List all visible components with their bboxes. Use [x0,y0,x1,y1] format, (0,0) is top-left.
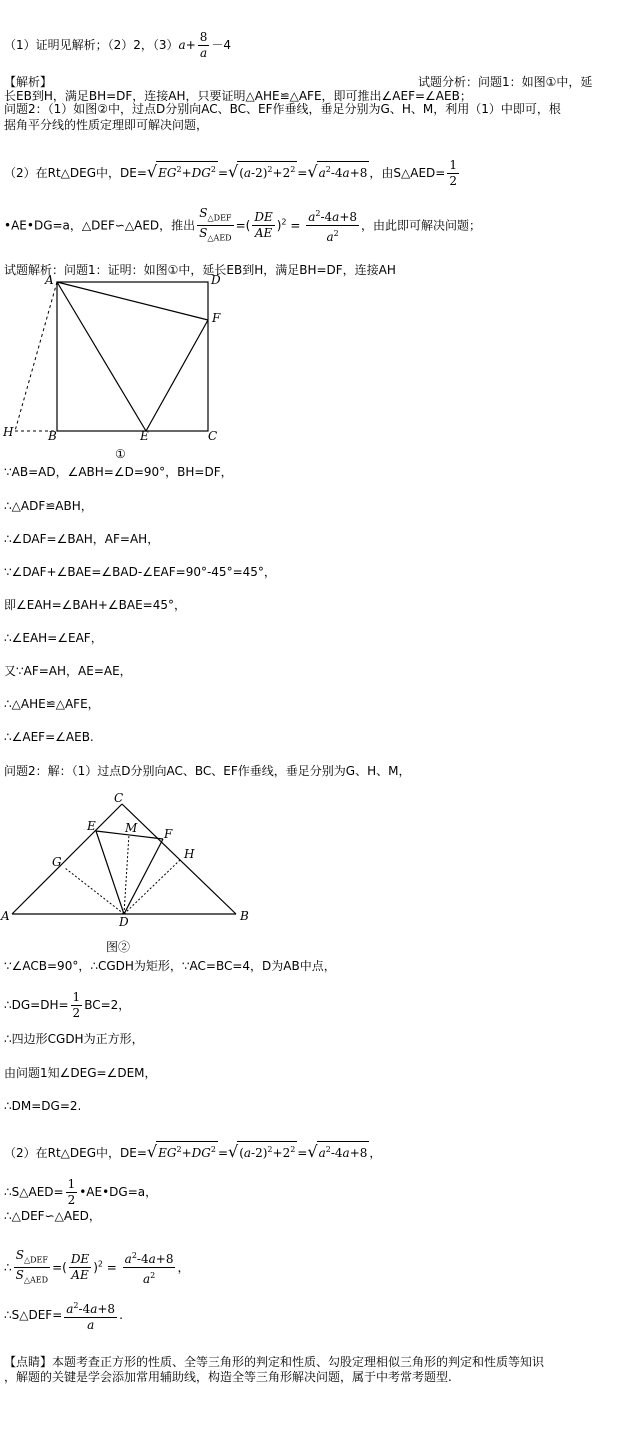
figure-1-caption: ① [115,447,126,461]
label2-C: C [114,791,124,805]
p2i: . [119,1308,123,1322]
dg-prefix: ∴DG=DH= [4,998,69,1012]
step1-3: ∵∠DAF+∠BAE=∠BAD-∠EAF=90°-45°=45°， [4,565,276,579]
label2-A: A [1,909,10,923]
part2-result: ∴S△DEF= $\frac{a^2-4a+8}{a}$ . [4,1298,123,1333]
p2a: （2）在Rt△DEG中，DE= [4,1146,147,1160]
step2-1: ∴四边形CGDH为正方形， [4,1032,144,1046]
p2h: ∴S△DEF= [4,1308,63,1322]
answer-tail: －4 [211,38,232,52]
label2-D: D [119,915,129,929]
part2-similar: ∴△DEF∽△AED， [4,1209,101,1223]
p2d: •AE•DG=a， [79,1185,158,1199]
p2b: ， [369,1146,382,1160]
step1-7: ∴△AHE≌△AFE， [4,697,100,711]
segment-CB [122,804,236,914]
step1-1: ∴△ADF≌ABH， [4,499,93,513]
step1-8: ∴∠AEF=∠AEB. [4,730,94,744]
label2-E: E [87,819,96,833]
label2-F: F [164,827,173,841]
step1-6: 又∵AF=AH，AE=AE， [4,664,132,678]
segment-DE [96,831,124,914]
analysis-line5: （2）在Rt△DEG中，$DE=√EG^2+DG^2 =√(a-2)^2+2^2 =√a^2-4a+8$ ，由S△AED= $\frac{1}{2}$ [4,158,457,188]
answer-a: a [178,38,186,52]
label-F: F [212,311,221,325]
dg-suffix: BC=2， [84,998,131,1012]
label-D: D [211,273,221,287]
label2-B: B [240,909,249,923]
label-B: B [48,429,57,443]
analysis-line6: •AE•DG=a，△DEF∽△AED，推出 $\frac{S_{\triangle DEF}}{S_{\triangle AED}}$ =( $\frac{DE}{AE}$ )$^2$ = $\frac{a^2-4a+8}{a^2}$ ，由此即可解决问题； [4,206,482,245]
answer-fraction [198,30,210,61]
analysis-line4: 据角平分线的性质定理即可解决问题， [4,118,209,132]
label2-M: M [125,821,138,835]
answer-line [4,30,231,61]
analysis-l5a: （2）在Rt△DEG中，DE= [4,166,147,180]
analysis-line2: 长EB到H，满足BH=DF，连接AH，只要证明△AHE≌△AFE，即可推出∠AEF=∠AEB； [4,89,472,103]
segment-DM-dotted [124,834,129,914]
step1-5: ∴∠EAH=∠EAF， [4,631,103,645]
label-C: C [208,429,218,443]
segment-AF [57,282,208,320]
label-E: E [140,429,149,443]
p2c: ∴S△AED= [4,1185,64,1199]
analysis-tag: 【解析】 [4,75,53,89]
analysis-l6b: ，由此即可解决问题； [361,218,482,233]
question-2: 问题2：解：（1）过点D分别向AC、BC、EF作垂线，垂足分别为G、H、M， [4,764,411,778]
answer-prefix: （1）证明见解析；（2）2，（3） [4,38,179,52]
step2-dg: ∴DG=DH= $\frac{1}{2}$ BC=2， [4,990,131,1020]
analysis-line3: 问题2：（1）如图②中，过点D分别向AC、BC、EF作垂线，垂足分别为G、H、M，利用（1）中即可，根 [4,102,561,116]
solution-head: 试题解析：问题1：证明：如图①中，延长EB到H，满足BH=DF，连接AH [4,263,396,277]
step1-0: ∵AB=AD，∠ABH=∠D=90°，BH=DF， [4,465,233,479]
note-line1: 【点睛】本题考查正方形的性质、全等三角形的判定和性质、勾股定理相似三角形的判定和性质等知识 [4,1355,545,1369]
segment-AE [57,282,146,431]
figure-1 [0,272,240,462]
segment-DG-dotted [65,868,124,914]
label-A: A [45,273,54,287]
figure-2 [0,788,270,958]
segment-DF [124,839,163,914]
figure-2-caption: 图② [106,940,131,954]
answer-den: a [200,46,208,60]
segment-EF [146,320,208,431]
answer-num: 8 [199,30,208,44]
step2-3: ∴DM=DG=2. [4,1099,82,1113]
analysis-l6a: •AE•DG=a，△DEF∽△AED，推出 [4,218,196,233]
segment-DH-dotted [124,860,180,914]
analysis-l5b: ，由S△AED= [369,166,446,180]
label2-H: H [184,847,195,861]
label-H: H [3,425,14,439]
step1-4: 即∠EAH=∠BAH+∠BAE=45°， [4,598,187,612]
answer-plus: + [185,38,196,52]
segment-AH-dashed [15,282,57,431]
part2-de: （2）在Rt△DEG中，$DE=√EG^2+DG^2 =√(a-2)^2+2^2 =√a^2-4a+8$ ， [4,1142,382,1161]
p2g: ， [177,1260,190,1275]
step1-2: ∴∠DAF=∠BAH，AF=AH， [4,532,160,546]
note-line2: ，解题的关键是学会添加常用辅助线，构造全等三角形解决问题，属于中考常考题型. [4,1370,452,1384]
step2-0: ∵∠ACB=90°，∴CGDH为矩形，∵AC=BC=4，D为AB中点， [4,959,336,973]
part2-ratio: ∴ $\frac{S_{\triangle DEF}}{S_{\triangle AED}}$ =( $\frac{DE}{AE}$ )$^2$ = $\frac{a^2-4a+8}{a^2}$ ， [4,1248,190,1287]
p2f: ∴ [4,1260,12,1275]
step2-2: 由问题1知∠DEG=∠DEM， [4,1066,157,1080]
analysis-right: 试题分析：问题1：如图①中，延 [418,75,593,89]
part2-area: ∴S△AED= $\frac{1}{2}$ •AE•DG=a， [4,1177,158,1207]
label2-G: G [52,855,62,869]
